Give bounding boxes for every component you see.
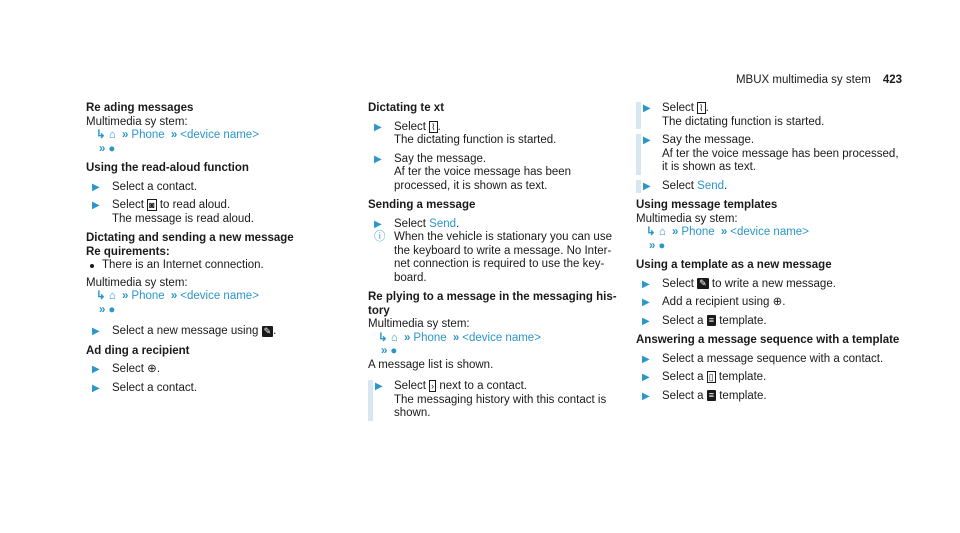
- system-label: Multimedia sy stem:: [636, 212, 738, 225]
- step: ▶ Select a ≡ template.: [642, 389, 767, 402]
- step: ▶ Select a message sequence with a contact.: [642, 352, 884, 365]
- list-item: There is an Internet connection.: [86, 259, 326, 273]
- path-phone: Phone: [413, 331, 447, 344]
- path-device: <device name>: [462, 331, 541, 344]
- phone-template-icon: ▯: [708, 372, 714, 383]
- chevron-icon: »: [404, 331, 411, 344]
- step-icon: ▶: [374, 121, 382, 133]
- system-label: Multimedia sy stem:: [368, 318, 470, 331]
- home-icon: ⌂: [390, 331, 398, 344]
- heading-read-aloud: Using the read-aloud function: [86, 162, 249, 174]
- page-header: [736, 74, 902, 88]
- column-1: [86, 102, 326, 395]
- heading-dictating-text: Dictating te xt: [368, 102, 445, 114]
- home-icon: ⌂: [108, 129, 116, 141]
- step: ▶ Select a contact.: [92, 381, 198, 394]
- compose-icon: ✎: [699, 278, 707, 288]
- step-icon: ▶: [92, 326, 100, 338]
- step: ▶ Select Send.: [374, 217, 460, 230]
- system-label: Multimedia sy stem:: [86, 276, 188, 289]
- step: ▶ Select ✎ to write a new message.: [642, 277, 836, 290]
- menu-path-cont: [86, 143, 326, 157]
- chevron-icon: »: [170, 129, 178, 141]
- template-icon: ≡: [708, 315, 715, 325]
- step-icon: ▶: [92, 200, 100, 211]
- running-title: MBUX multimedia sy stem: [735, 74, 871, 86]
- step-icon: ▶: [374, 153, 382, 165]
- step: ▶ Select ⌇ . The dictating function is started.: [374, 120, 557, 147]
- step-icon: ▶: [642, 315, 650, 327]
- menu-path-cont: [86, 304, 326, 318]
- step-icon: ▶: [374, 218, 382, 230]
- step-icon: ▶: [92, 382, 100, 394]
- menu-path: [368, 332, 623, 346]
- page-number: 423: [882, 74, 902, 86]
- chevron-icon: »: [122, 290, 129, 303]
- chevron-icon: »: [649, 239, 656, 252]
- message-icon: ●: [658, 239, 666, 252]
- path-arrow-icon: ↳: [378, 331, 388, 344]
- step: ▶ Select › next to a contact. The messaging history with this contact is shown.: [368, 380, 623, 421]
- menu-path: [86, 129, 326, 143]
- dictate-icon: ⌇: [699, 103, 704, 113]
- system-label: Multimedia sy stem:: [86, 115, 188, 128]
- step: ▶ Select a ≡ template.: [642, 314, 767, 327]
- step-icon: ▶: [643, 180, 651, 192]
- step: ▶ Select ◙ to read aloud. The message is read aloud.: [92, 199, 254, 225]
- path-arrow-icon: ↳: [96, 290, 106, 303]
- plus-icon: ⊕: [147, 363, 157, 376]
- step: ▶ Say the message. Af ter the voice message has been processed, it is shown as text.: [636, 134, 906, 175]
- menu-path-cont: [368, 345, 623, 359]
- chevron-icon: »: [170, 290, 178, 303]
- heading-reading-messages: Re ading messages: [86, 102, 194, 114]
- compose-icon: ✎: [263, 325, 272, 336]
- send-link: Send: [697, 179, 725, 192]
- step-icon: ▶: [92, 364, 100, 376]
- menu-path: [636, 226, 906, 240]
- step: ▶ Select Send.: [636, 180, 906, 194]
- step-icon: ▶: [642, 390, 650, 402]
- menu-path: [86, 290, 326, 304]
- step-icon: ▶: [642, 372, 650, 384]
- step: ▶ Select ⌇ . The dictating function is started.: [636, 102, 906, 129]
- path-phone: Phone: [131, 129, 165, 141]
- path-device: <device name>: [180, 290, 259, 303]
- path-phone: Phone: [131, 290, 165, 303]
- home-icon: ⌂: [108, 290, 116, 303]
- heading-templates: Using message templates: [636, 199, 778, 212]
- home-icon: ⌂: [658, 226, 666, 239]
- step-icon: ▶: [642, 278, 650, 290]
- step: ▶ Select a ▯ template.: [642, 371, 767, 384]
- path-arrow-icon: ↳: [96, 129, 106, 141]
- next-icon: ›: [431, 381, 435, 392]
- info-icon: ⓘ: [374, 231, 386, 244]
- chevron-icon: »: [720, 226, 728, 239]
- heading-dictating: Dictating and sending a new message: [86, 232, 294, 245]
- path-device: <device name>: [730, 226, 809, 239]
- heading-replying: Re plying to a message in the messaging his- tory: [368, 291, 617, 317]
- chevron-icon: »: [122, 129, 129, 141]
- heading-template-new: Using a template as a new message: [636, 259, 832, 272]
- step: ▶ Select a new message using ✎ .: [92, 325, 277, 338]
- heading-answering: Answering a message sequence with a template: [636, 334, 900, 347]
- template-icon: ≡: [708, 390, 715, 401]
- column-2: [368, 102, 623, 421]
- message-icon: ●: [108, 303, 116, 316]
- path-phone: Phone: [681, 226, 715, 239]
- step-icon: ▶: [643, 103, 651, 114]
- menu-path-cont: [636, 240, 906, 254]
- step-icon: ▶: [375, 381, 383, 393]
- column-3: [636, 102, 906, 403]
- chevron-icon: »: [672, 226, 679, 239]
- chevron-icon: »: [452, 331, 460, 344]
- chevron-icon: »: [381, 345, 388, 358]
- path-device: <device name>: [180, 129, 259, 141]
- step-icon: ▶: [92, 181, 100, 193]
- step-icon: ▶: [642, 353, 650, 365]
- note: ⓘ When the vehicle is stationary you can use the keyboard to write a message. No Inter- net connection is required to use the key- board.: [374, 231, 612, 284]
- heading-sending: Sending a message: [368, 199, 476, 212]
- dictate-icon: ⌇: [431, 121, 436, 132]
- path-arrow-icon: ↳: [646, 226, 656, 239]
- step: ▶ Say the message. Af ter the voice message has been processed, it is shown as text.: [374, 152, 572, 192]
- heading-requirements: Re quirements:: [86, 245, 170, 258]
- chevron-icon: »: [99, 303, 106, 316]
- read-aloud-icon: ◙: [149, 200, 155, 210]
- step-icon: ▶: [643, 135, 651, 147]
- heading-adding-recipient: Ad ding a recipient: [86, 344, 190, 357]
- step: ▶ Add a recipient using ⊕.: [642, 296, 786, 309]
- step: ▶ Select ⊕.: [92, 363, 161, 376]
- plus-icon: ⊕: [772, 296, 783, 309]
- message-list-text: A message list is shown.: [368, 358, 494, 371]
- step-icon: ▶: [642, 297, 650, 309]
- step: ▶ Select a contact.: [92, 180, 198, 193]
- message-icon: ●: [108, 142, 116, 155]
- message-icon: ●: [390, 345, 398, 358]
- send-link: Send: [429, 217, 457, 230]
- chevron-icon: »: [99, 142, 106, 155]
